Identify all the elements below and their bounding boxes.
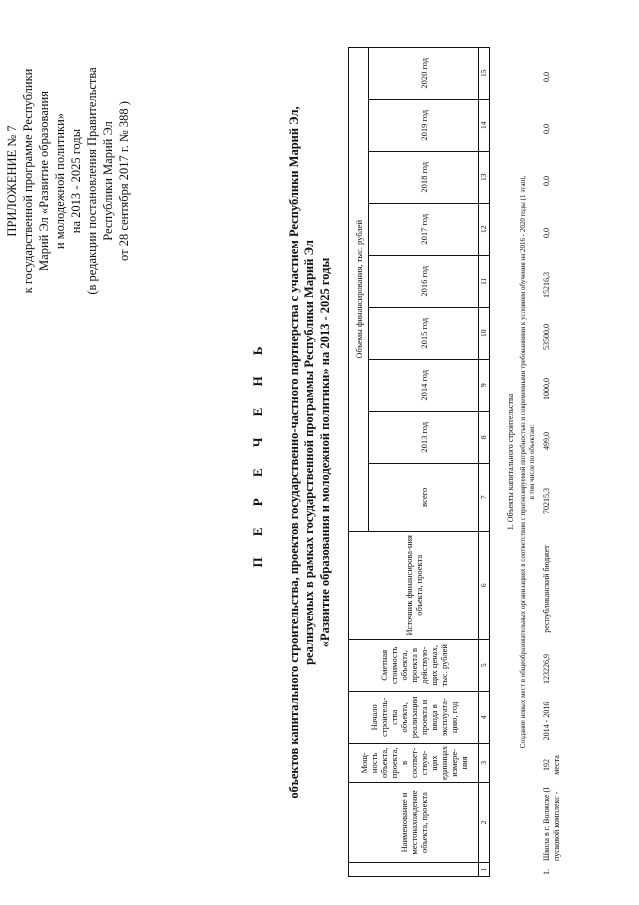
document-title-line: «Развитие образования и молодежной политики» на 2013 - 2025 годы xyxy=(318,257,332,648)
document-title-line: объектов капитального строительства, проектов государственно-частного партнерства с участием Республики Марий Эл, xyxy=(287,106,301,799)
column-number: 1 xyxy=(479,863,490,877)
capacity-cell: 192 места xyxy=(542,755,561,775)
header-cell-year: 2013 год xyxy=(369,411,479,463)
total-cell: 70215,3 xyxy=(542,488,551,514)
object-name: Школа в г. Волжске (I пусковой комплекс - xyxy=(542,787,561,861)
column-number: 10 xyxy=(479,307,490,359)
appendix-line: Республики Марий Эл xyxy=(101,121,115,241)
row-number: 1. xyxy=(542,869,551,875)
column-number: 8 xyxy=(479,411,490,463)
header-cell-source: Источник финансирова-ния объекта, проекта xyxy=(349,531,479,639)
subsection-heading xyxy=(519,47,537,877)
document-title-line: реализуемых в рамках государственной программы Республики Марий Эл xyxy=(302,240,316,665)
column-number: 14 xyxy=(479,99,490,151)
appendix-line: (в редакции постановления Правительства xyxy=(85,67,99,295)
header-cell-year: 2017 год xyxy=(369,203,479,255)
header-cell-year: 2014 год xyxy=(369,359,479,411)
year-value-cell: 0,0 xyxy=(542,72,551,82)
appendix-block xyxy=(4,31,132,331)
column-number: 9 xyxy=(479,359,490,411)
period-cell: 2014 - 2016 xyxy=(542,701,551,741)
column-number: 5 xyxy=(479,639,490,691)
column-number: 2 xyxy=(479,783,490,863)
header-cell-name: Наименование и местонахождение объекта, проекта xyxy=(349,783,479,863)
source-cell: республиканский бюджет xyxy=(542,545,551,633)
section-heading: 1. Объекты капитального строительства xyxy=(506,393,515,531)
column-number: 6 xyxy=(479,531,490,639)
cost-cell: 123226,9 xyxy=(542,654,551,684)
header-cell xyxy=(349,863,479,877)
year-value-cell: 0,0 xyxy=(542,176,551,186)
appendix-line: и молодежной политики» xyxy=(53,112,67,250)
header-cell-cost: Сметная стоимость объекта, проекта в действую-щих ценах, тыс. рублей xyxy=(349,639,479,691)
capital-projects-table xyxy=(348,47,490,877)
year-value-cell: 1000,0 xyxy=(542,378,551,400)
header-cell-year: 2016 год xyxy=(369,255,479,307)
column-number: 4 xyxy=(479,691,490,743)
column-number: 11 xyxy=(479,255,490,307)
header-cell-capacity: Мощ-ность объекта, проекта, в соответ-ствую-щих единицах измере-ния xyxy=(349,743,479,782)
appendix-line: Марий Эл «Развитие образования xyxy=(37,91,51,271)
appendix-date: от 28 сентября 2017 г. № 388 ) xyxy=(117,101,131,261)
year-value-cell: 0,0 xyxy=(542,228,551,238)
subsection-text: в том числе по объектам: xyxy=(528,424,536,500)
column-number: 3 xyxy=(479,743,490,782)
column-number: 12 xyxy=(479,203,490,255)
header-cell-year: 2015 год xyxy=(369,307,479,359)
appendix-line: к государственной программе Республики xyxy=(21,68,35,294)
document-heading: П Е Р Е Ч Е Н Ь xyxy=(250,337,265,568)
header-cell-year: 2020 год xyxy=(369,47,479,99)
column-number: 7 xyxy=(479,463,490,531)
year-value-cell: 53500,0 xyxy=(542,324,551,350)
appendix-title: ПРИЛОЖЕНИЕ № 7 xyxy=(5,125,19,237)
header-cell-period: Начало строитель-ства объекта, реализации проекта и ввода в эксплуата-цию, год xyxy=(349,691,479,743)
table-row xyxy=(542,51,562,877)
column-number: 15 xyxy=(479,47,490,99)
year-value-cell: 15216,3 xyxy=(542,272,551,298)
header-cell-total: всего xyxy=(369,463,479,531)
header-cell-funding: Объемы финансирования, тыс. рублей xyxy=(349,47,369,531)
header-cell-year: 2018 год xyxy=(369,151,479,203)
appendix-line: на 2013 - 2025 годы xyxy=(69,128,83,234)
column-number: 13 xyxy=(479,151,490,203)
subsection-text: Создание новых мест в общеобразовательных организациях в соответствии с прогнозируемой потребностью и современными требованиями к условиям обучения на 2016 - 2020 годы (1 этап), xyxy=(519,175,527,749)
header-cell-year: 2019 год xyxy=(369,99,479,151)
year-value-cell: 499,0 xyxy=(542,432,551,450)
year-value-cell: 0,0 xyxy=(542,124,551,134)
